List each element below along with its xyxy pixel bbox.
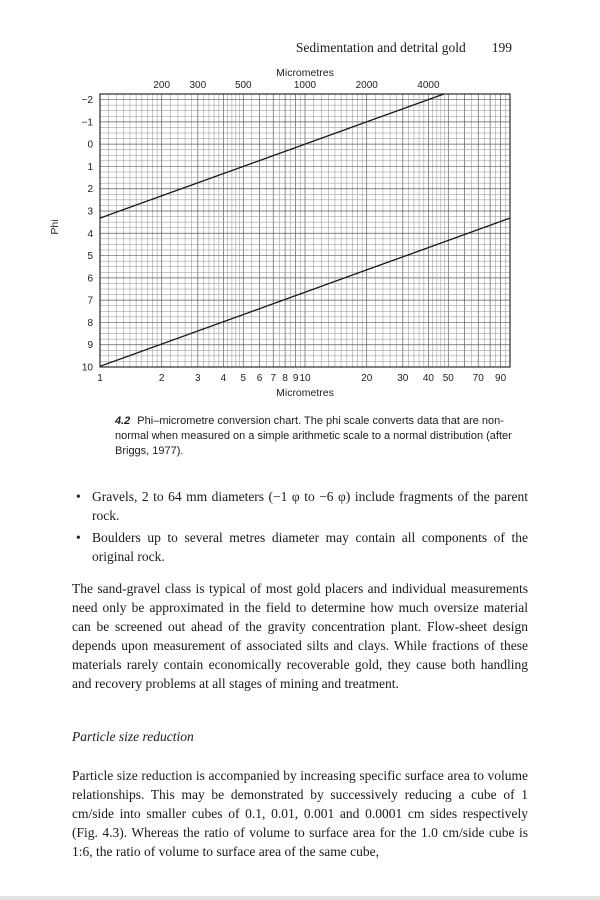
svg-text:30: 30: [397, 373, 409, 384]
svg-text:50: 50: [442, 373, 454, 384]
svg-text:7: 7: [87, 295, 93, 307]
svg-text:70: 70: [472, 373, 484, 384]
svg-text:9: 9: [292, 373, 299, 384]
svg-text:2: 2: [87, 184, 93, 196]
svg-text:Micrometres: Micrometres: [276, 387, 334, 399]
svg-text:Micrometres: Micrometres: [276, 67, 334, 79]
svg-text:8: 8: [282, 373, 288, 384]
page-header: [0, 0, 512, 56]
svg-text:200: 200: [153, 80, 171, 91]
svg-text:1: 1: [97, 373, 103, 384]
svg-text:Phi: Phi: [49, 219, 61, 235]
scan-edge-shadow: [0, 896, 600, 900]
conversion-chart: [0, 64, 600, 410]
section-heading: Particle size reduction: [72, 728, 194, 744]
body-paragraph: The sand-gravel class is typical of most gold placers and individual measurements need only be approximated in the field to determine how much oversize material can be screened out ahead of the gravity concentration plant. Flow-sheet design depends upon measurement of associated silts and clays. While fractions of these materials rarely contain economically recoverable gold, they cause both handling and recovery problems at all stages of mining and treatment.: [72, 580, 528, 691]
svg-text:6: 6: [256, 373, 263, 384]
svg-text:300: 300: [189, 80, 207, 91]
svg-text:−1: −1: [81, 117, 93, 129]
figure-caption-number: 4.2: [115, 415, 131, 427]
figure-4-2: [0, 64, 600, 410]
bullet-list: [72, 487, 528, 566]
svg-text:4: 4: [220, 373, 227, 384]
body-paragraph: Particle size reduction is accompanied by increasing specific surface area to volume relationships. This may be demonstrated by successively reducing a cube of 1 cm/side into smaller cubes of 0.1, 0.01, 0.001 and 0.0001 cm sides respectively (Fig. 4.3). Whereas the ratio of volume to surface area for the 1.0 cm/side cube is 1:6, the ratio of volume to surface area of the same cube,: [72, 767, 528, 859]
bullet-text: Boulders up to several metres diameter may contain all components of the original rock.: [92, 529, 528, 564]
svg-text:500: 500: [234, 80, 252, 91]
bullet-text: Gravels, 2 to 64 mm diameters (−1 φ to −6 φ) include fragments of the parent rock.: [92, 488, 528, 523]
figure-caption: [115, 414, 512, 460]
bullet-icon: •: [76, 529, 81, 545]
svg-text:8: 8: [87, 317, 93, 329]
bullet-icon: •: [76, 488, 81, 504]
svg-text:−2: −2: [81, 95, 93, 107]
svg-text:10: 10: [81, 362, 93, 374]
svg-text:20: 20: [361, 373, 373, 384]
svg-text:9: 9: [87, 340, 93, 352]
svg-text:6: 6: [87, 273, 93, 285]
svg-text:0: 0: [87, 139, 93, 151]
svg-text:40: 40: [422, 373, 434, 384]
svg-text:90: 90: [495, 373, 507, 384]
svg-text:1000: 1000: [293, 80, 317, 91]
svg-text:1: 1: [87, 161, 93, 173]
svg-text:5: 5: [87, 251, 93, 263]
svg-text:3: 3: [87, 206, 93, 218]
svg-text:4: 4: [87, 228, 93, 240]
svg-text:3: 3: [195, 373, 201, 384]
svg-text:4000: 4000: [417, 80, 440, 91]
list-item: [72, 487, 528, 525]
page-number: 199: [491, 40, 512, 55]
svg-text:5: 5: [240, 373, 247, 384]
running-title: Sedimentation and detrital gold: [295, 40, 466, 55]
svg-text:7: 7: [270, 373, 277, 384]
figure-caption-text: Phi–micrometre conversion chart. The phi scale converts data that are non-normal when measured on a simple arithmetic scale to a normal distribution (after Briggs, 1977).: [115, 415, 512, 458]
list-item: [72, 528, 528, 566]
svg-text:10: 10: [299, 373, 311, 384]
svg-text:2: 2: [158, 373, 165, 384]
svg-text:2000: 2000: [355, 80, 378, 91]
